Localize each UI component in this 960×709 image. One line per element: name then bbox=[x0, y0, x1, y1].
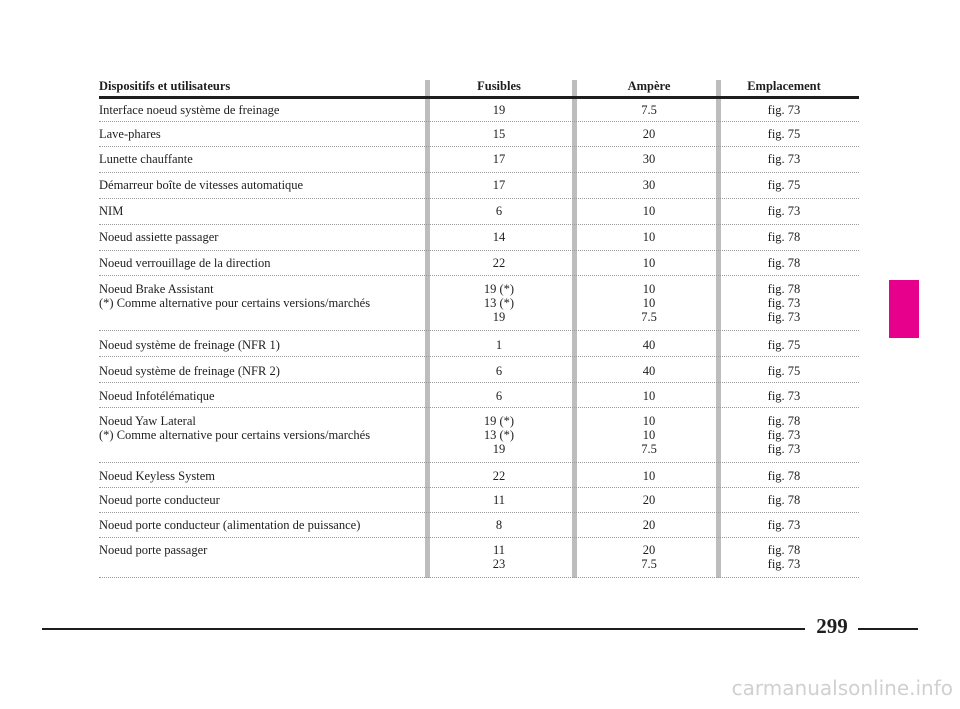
row-divider bbox=[99, 382, 859, 383]
device-cell: Noeud verrouillage de la direction bbox=[99, 256, 271, 270]
amp-cell: 10 10 7.5 bbox=[641, 414, 657, 456]
device-cell: Noeud assiette passager bbox=[99, 230, 219, 244]
fuse-cell: 6 bbox=[495, 204, 503, 218]
row-divider bbox=[99, 250, 859, 251]
row-divider bbox=[99, 356, 859, 357]
row-divider bbox=[99, 330, 859, 331]
location-cell: fig. 75 bbox=[767, 338, 801, 352]
row-divider bbox=[99, 537, 859, 538]
header-rule bbox=[99, 96, 859, 99]
location-cell: fig. 78 fig. 73 fig. 73 bbox=[767, 414, 801, 456]
location-cell: fig. 78 bbox=[767, 469, 801, 483]
row-divider bbox=[99, 275, 859, 276]
location-cell: fig. 75 bbox=[767, 127, 801, 141]
location-cell: fig. 73 bbox=[767, 103, 801, 117]
row-divider bbox=[99, 407, 859, 408]
fuse-cell: 15 bbox=[492, 127, 506, 141]
amp-cell: 10 bbox=[642, 230, 656, 244]
device-cell: Noeud porte conducteur bbox=[99, 493, 220, 507]
fuse-cell: 19 (*) 13 (*) 19 bbox=[483, 414, 515, 456]
row-divider bbox=[99, 462, 859, 463]
amp-cell: 10 10 7.5 bbox=[641, 282, 657, 324]
location-cell: fig. 73 bbox=[767, 518, 801, 532]
fuse-cell: 8 bbox=[495, 518, 503, 532]
fuse-cell: 11 bbox=[492, 493, 506, 507]
fuse-cell: 6 bbox=[495, 364, 503, 378]
amp-cell: 20 bbox=[642, 127, 656, 141]
device-cell: Noeud système de freinage (NFR 1) bbox=[99, 338, 280, 352]
location-cell: fig. 78 bbox=[767, 493, 801, 507]
fuse-cell: 11 23 bbox=[492, 543, 506, 571]
location-cell: fig. 78 bbox=[767, 256, 801, 270]
fuse-cell: 19 (*) 13 (*) 19 bbox=[483, 282, 515, 324]
amp-cell: 10 bbox=[642, 204, 656, 218]
fuse-cell: 22 bbox=[492, 256, 506, 270]
amp-cell: 10 bbox=[642, 389, 656, 403]
column-separator bbox=[716, 80, 721, 578]
fuse-cell: 14 bbox=[492, 230, 506, 244]
device-cell: Interface noeud système de freinage bbox=[99, 103, 280, 117]
device-cell: Lunette chauffante bbox=[99, 152, 193, 166]
location-cell: fig. 73 bbox=[767, 389, 801, 403]
footer-rule bbox=[42, 628, 805, 630]
header-devices: Dispositifs et utilisateurs bbox=[99, 79, 231, 93]
location-cell: fig. 73 bbox=[767, 152, 801, 166]
row-divider bbox=[99, 577, 859, 578]
column-separator bbox=[572, 80, 577, 578]
location-cell: fig. 73 bbox=[767, 204, 801, 218]
row-divider bbox=[99, 487, 859, 488]
amp-cell: 10 bbox=[642, 469, 656, 483]
amp-cell: 20 bbox=[642, 518, 656, 532]
device-cell: Lave-phares bbox=[99, 127, 161, 141]
location-cell: fig. 75 bbox=[767, 178, 801, 192]
device-cell: Noeud porte passager bbox=[99, 543, 208, 557]
location-cell: fig. 78 fig. 73 fig. 73 bbox=[767, 282, 801, 324]
fuse-cell: 6 bbox=[495, 389, 503, 403]
fuse-cell: 17 bbox=[492, 178, 506, 192]
header-amps: Ampère bbox=[627, 79, 671, 93]
fuse-cell: 19 bbox=[492, 103, 506, 117]
fuse-cell: 17 bbox=[492, 152, 506, 166]
page-number: 299 bbox=[816, 614, 848, 638]
device-cell: Noeud système de freinage (NFR 2) bbox=[99, 364, 280, 378]
device-cell: Noeud Infotélématique bbox=[99, 389, 215, 403]
column-separator bbox=[425, 80, 430, 578]
header-location: Emplacement bbox=[747, 79, 821, 93]
device-cell: NIM bbox=[99, 204, 124, 218]
device-cell: Démarreur boîte de vitesses automatique bbox=[99, 178, 304, 192]
fuse-cell: 1 bbox=[495, 338, 503, 352]
amp-cell: 30 bbox=[642, 178, 656, 192]
amp-cell: 20 7.5 bbox=[641, 543, 657, 571]
fuse-table bbox=[99, 0, 859, 709]
row-divider bbox=[99, 224, 859, 225]
row-divider bbox=[99, 121, 859, 122]
amp-cell: 30 bbox=[642, 152, 656, 166]
location-cell: fig. 78 fig. 73 bbox=[767, 543, 801, 571]
row-divider bbox=[99, 172, 859, 173]
amp-cell: 40 bbox=[642, 338, 656, 352]
amp-cell: 40 bbox=[642, 364, 656, 378]
device-cell: Noeud porte conducteur (alimentation de puissance) bbox=[99, 518, 361, 532]
device-cell: Noeud Yaw Lateral (*) Comme alternative pour certains versions/marchés bbox=[99, 414, 371, 442]
row-divider bbox=[99, 512, 859, 513]
fuse-cell: 22 bbox=[492, 469, 506, 483]
header-fuses: Fusibles bbox=[477, 79, 521, 93]
location-cell: fig. 78 bbox=[767, 230, 801, 244]
section-tab-marker bbox=[889, 280, 919, 338]
amp-cell: 7.5 bbox=[641, 103, 657, 117]
footer-rule bbox=[858, 628, 918, 630]
location-cell: fig. 75 bbox=[767, 364, 801, 378]
row-divider bbox=[99, 198, 859, 199]
amp-cell: 10 bbox=[642, 256, 656, 270]
amp-cell: 20 bbox=[642, 493, 656, 507]
row-divider bbox=[99, 146, 859, 147]
watermark: carmanualsonline.info bbox=[731, 676, 953, 700]
device-cell: Noeud Brake Assistant (*) Comme alternative pour certains versions/marchés bbox=[99, 282, 371, 310]
device-cell: Noeud Keyless System bbox=[99, 469, 215, 483]
